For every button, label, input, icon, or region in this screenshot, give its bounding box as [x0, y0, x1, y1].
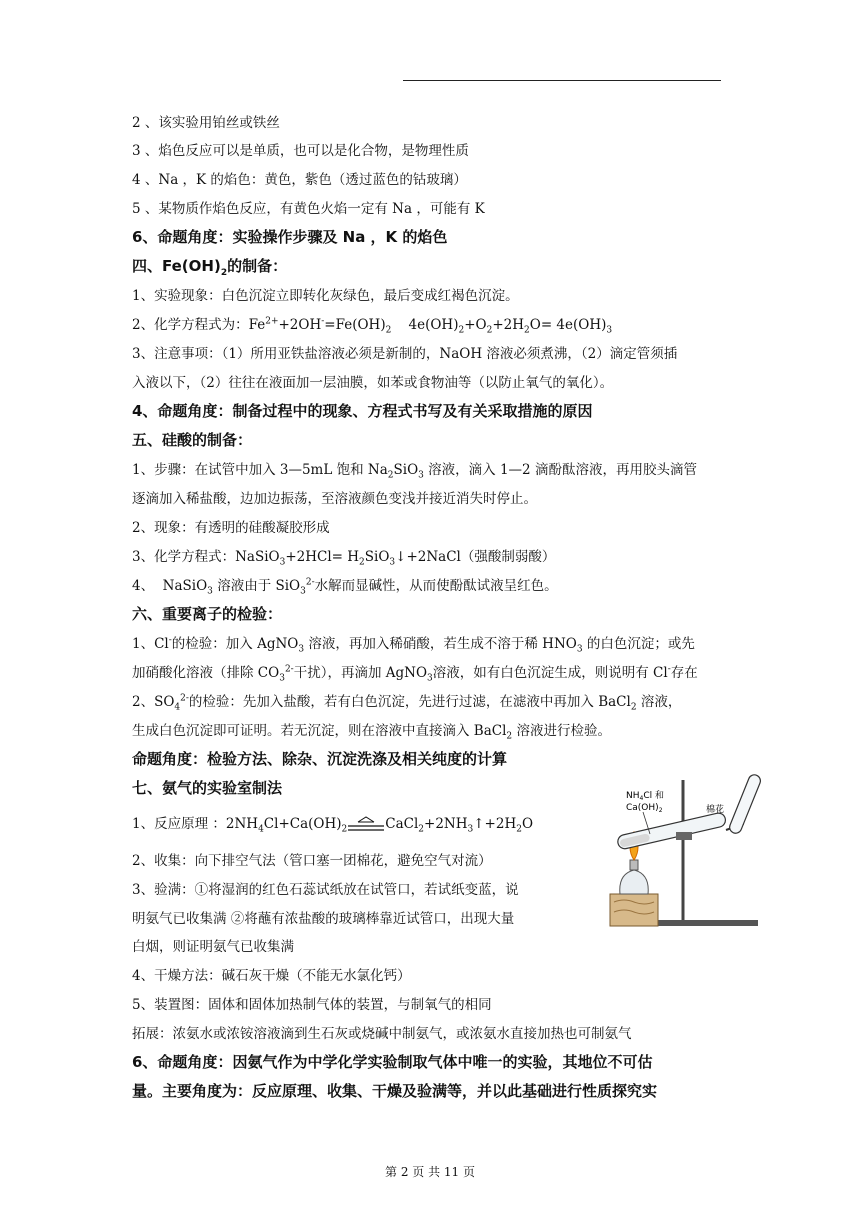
text-line: 3 、焰色反应可以是单质，也可以是化合物，是物理性质: [132, 143, 469, 159]
alcohol-lamp: [620, 870, 648, 894]
collecting-tube: [728, 773, 762, 835]
text-line: 2、收集：向下排空气法（管口塞一团棉花，避免空气对流）: [132, 853, 492, 869]
equation-line: 1、反应原理 ：$2NH_4Cl+Ca(OH)_2$ $CaCl_2+2NH_3↑+2H_2O$: [132, 816, 534, 835]
heat-equals-sign: [347, 816, 385, 834]
cotton-label: 棉花: [706, 805, 725, 815]
text-line: 4、 NaSiO$_3$ 溶液由于 SiO$_3^{2-}$水解而显碱性，从而使酚酞试液呈红色。: [132, 577, 558, 597]
section-heading: 五、硅酸的制备：: [132, 431, 253, 449]
section-heading: 命题角度：检验方法、除杂、沉淀洗涤及相关纯度的计算: [132, 750, 508, 768]
section-heading: 量。主要角度为：反应原理、收集、干燥及验满等，并以此基础进行性质探究实: [132, 1082, 658, 1100]
equation-line: 2、化学方程式为：$Fe^{2+}+2OH^-=Fe(OH)_2$ $4e(OH)_2+O_2+2H_2O= 4e(OH)_3$: [132, 316, 613, 336]
text-line: 加硝酸化溶液（排除 $CO_3^{2-}$干扰），再滴加 AgNO$_3$溶液，如有白色沉淀生成，则说明有 Cl-存在: [132, 664, 698, 684]
section-heading: 四、$Fe(OH)_2$的制备：: [132, 257, 288, 278]
page-footer: 第 2 页 共 11 页: [385, 1165, 475, 1179]
text-line: 生成白色沉淀即可证明。若无沉淀，则在溶液中直接滴入 BaCl$_2$ 溶液进行检验。: [132, 723, 611, 742]
test-tube: [616, 812, 726, 850]
text-line: 2、$SO_4^{2-}$的检验：先加入盐酸，若有白色沉淀，先进行过滤，在滤液中再加入 BaCl$_2$ 溶液，: [132, 693, 682, 713]
wood-block: [610, 894, 658, 926]
stand-base: [648, 920, 758, 926]
text-line: 逐滴加入稀盐酸，边加边振荡，至溶液颜色变浅并接近消失时停止。: [132, 491, 537, 507]
clamp: [676, 832, 692, 840]
header-rule: [403, 80, 721, 81]
reagent-label: $Ca(OH)_2$: [626, 803, 663, 814]
text-line: 3、注意事项：（1）所用亚铁盐溶液必须是新制的，NaOH 溶液必须煮沸，（2）滴定管须插: [132, 346, 678, 362]
section-heading: 4、命题角度：制备过程中的现象、方程式书写及有关采取措施的原因: [132, 402, 593, 420]
section-heading: 6、命题角度：因氨气作为中学化学实验制取气体中唯一的实验，其地位不可估: [132, 1053, 653, 1071]
section-heading: 六、重要离子的检验：: [132, 605, 283, 623]
text-line: 拓展：浓氨水或浓铵溶液滴到生石灰或烧碱中制氨气，或浓氨水直接加热也可制氨气: [132, 1026, 632, 1042]
text-line: 4、干燥方法：碱石灰干燥（不能无水氯化钙）: [132, 968, 411, 984]
text-line: 白烟，则证明氨气已收集满: [132, 939, 294, 955]
section-heading: 七、氨气的实验室制法: [132, 779, 283, 797]
ammonia-apparatus-figure: [588, 772, 763, 932]
reagent-label: $NH_4Cl$ 和: [626, 791, 664, 802]
text-line: 3、验满：①将湿润的红色石蕊试纸放在试管口，若试纸变蓝，说: [132, 882, 519, 898]
section-heading: 6、命题角度：实验操作步骤及 Na ，K 的焰色: [132, 228, 448, 246]
text-line: 2 、该实验用铂丝或铁丝: [132, 115, 280, 131]
text-line: 1、步骤：在试管中加入 3—5mL 饱和 $Na_2SiO_3$ 溶液，滴入 1—2 滴酚酞溶液，再用胶头滴管: [132, 462, 697, 481]
text-line: 5、装置图：固体和固体加热制气体的装置，与制氧气的相同: [132, 997, 492, 1013]
text-line: 5 、某物质作焰色反应，有黄色火焰一定有 Na ，可能有 K: [132, 201, 485, 217]
text-line: 2、现象：有透明的硅酸凝胶形成: [132, 520, 330, 536]
text-line: 明氨气已收集满 ②将蘸有浓盐酸的玻璃棒靠近试管口，出现大量: [132, 911, 515, 927]
text-line: 4 、Na ，K 的焰色：黄色，紫色（透过蓝色的钴玻璃）: [132, 172, 467, 188]
text-line: 入液以下，（2）往往在液面加一层油膜，如苯或食物油等（以防止氧气的氧化）。: [132, 375, 614, 391]
text-line: 1、Cl-的检验：加入 AgNO$_3$ 溶液，再加入稀硝酸，若生成不溶于稀 $HNO_3$ 的白色沉淀；或先: [132, 635, 695, 655]
equation-line: 3、化学方程式：NaSiO$_3$+2HCl= $H_2SiO_3↓+2NaCl$（强酸制弱酸）: [132, 549, 556, 568]
text-line: 1、实验现象：白色沉淀立即转化灰绿色，最后变成红褐色沉淀。: [132, 288, 519, 304]
